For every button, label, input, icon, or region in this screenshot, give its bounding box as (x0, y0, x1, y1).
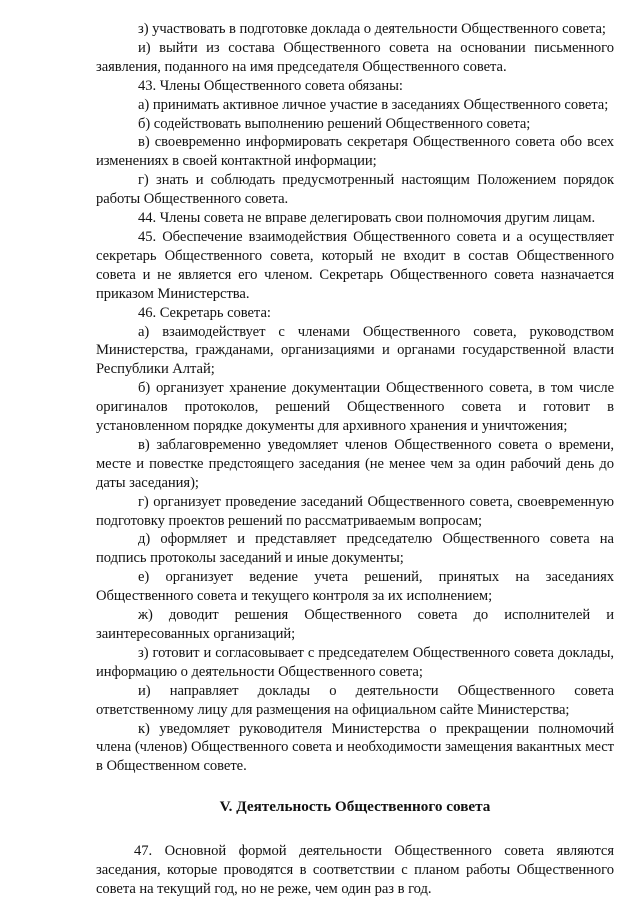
paragraph-45-secretary: 45. Обеспечение взаимодействия Общественного совета и а осуществляет секретарь Общественного совета, который не входит в состав Общественного совета и не является его членом. Секретарь Общественного совета назначается приказом Министерства. (96, 228, 614, 302)
paragraph-z-report: з) участвовать в подготовке доклада о деятельности Общественного совета; (138, 21, 606, 37)
paragraph-i-send: и) направляет доклады о деятельности Общественного совета ответственному лицу для размещения на официальном сайте Министерства; (96, 682, 614, 718)
paragraph-b-storage: б) организует хранение документации Общественного совета, в том числе оригиналов протоколов, решений Общественного совета и готовит в установленном порядке документы для архивного хранения и уничтожения; (96, 380, 614, 435)
paragraph-v-inform: в) своевременно информировать секретаря Общественного совета обо всех изменениях в своей контактной информации; (96, 134, 614, 170)
paragraph-46-secretary-duties: 46. Секретарь совета: (138, 304, 271, 321)
paragraph-b-assist: б) содействовать выполнению решений Общественного совета; (138, 115, 531, 132)
paragraph-i-leave-council: и) выйти из состава Общественного совета на основании письменного заявления, поданного на имя председателя Общественного совета. (96, 39, 614, 75)
paragraph-a-participate: а) принимать активное личное участие в заседаниях Общественного совета; (138, 96, 609, 113)
paragraph-zh-communicate: ж) доводит решения Общественного совета до исполнителей и заинтересованных организаций; (96, 607, 614, 642)
paragraph-47-meetings: 47. Основной формой деятельности Общественного совета являются заседания, которые проводятся в соответствии с планом работы Общественного совета на текущий год, но не реже, чем один раз в год. (96, 843, 614, 897)
paragraph-v-notify: в) заблаговременно уведомляет членов Общественного совета о времени, месте и повестке предстоящего заседания (не менее чем за один рабочий день до даты заседания); (96, 436, 614, 491)
paragraph-g-observe: г) знать и соблюдать предусмотренный настоящим Положением порядок работы Общественного совета. (96, 172, 614, 208)
paragraph-d-minutes: д) оформляет и представляет председателю Общественного совета на подпись протоколы заседаний и иные документы; (96, 531, 614, 567)
paragraph-44-delegation: 44. Члены совета не вправе делегировать свои полномочия другим лицам. (138, 210, 596, 227)
document-page (96, 20, 614, 899)
paragraph-a-interacts: а) взаимодействует с членами Общественного совета, руководством Министерства, гражданами, организациями и органами государственной власти Республики Алтай; (96, 323, 614, 378)
paragraph-z-prepare: з) готовит и согласовывает с председателем Общественного совета доклады, информацию о деятельности Общественного совета; (96, 644, 614, 680)
paragraph-e-records: е) организует ведение учета решений, принятых на заседаниях Общественного совета и текущего контроля за их исполнением; (96, 569, 614, 605)
paragraph-43-obligations: 43. Члены Общественного совета обязаны: (138, 77, 403, 94)
paragraph-k-vacancies: к) уведомляет руководителя Министерства о прекращении полномочий члена (членов) Общественного совета и необходимости замещения вакантных мест в Общественном совете. (96, 720, 614, 775)
paragraph-g-organize: г) организует проведение заседаний Общественного совета, своевременную подготовку проектов решений по рассматриваемым вопросам; (96, 493, 614, 529)
section-heading: V. Деятельность Общественного совета (219, 798, 491, 816)
